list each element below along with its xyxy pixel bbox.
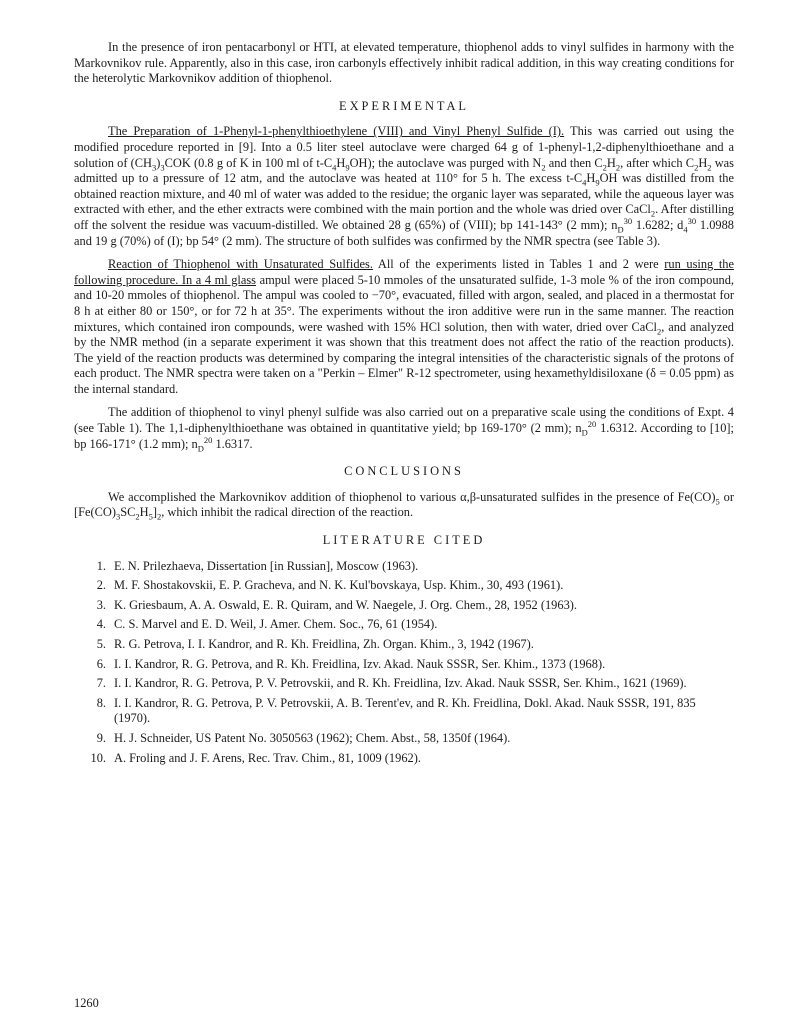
reference-item: 10. A. Froling and J. F. Arens, Rec. Trav. Chim., 81, 1009 (1962). <box>90 750 421 765</box>
page-body <box>74 40 734 770</box>
preparation-title: The Preparation of 1-Phenyl-1-phenylthioethylene (VIII) and Vinyl Phenyl Sulfide (I). <box>108 124 565 139</box>
experimental-heading: EXPERIMENTAL <box>339 98 469 113</box>
reference-item: 3. K. Griesbaum, A. A. Oswald, E. R. Quiram, and W. Naegele, J. Org. Chem., 28, 1952 (1963). <box>96 597 577 612</box>
reference-item: 8. I. I. Kandror, R. G. Petrova, P. V. Petrovskii, A. B. Terent'ev, and R. Kh. Freidlina, Dokl. Akad. Nauk SSSR, 191, 835 (1970). <box>96 695 696 726</box>
preparation-paragraph: The Preparation of 1-Phenyl-1-phenylthioethylene (VIII) and Vinyl Phenyl Sulfide (I). This was carried out using the modified procedure reported in [9]. Into a 0.5 liter steel autoclave were charged 64 g of 1-phenyl-1,2-diphenylthioethane and a solution of $(CH_3)_3COK$ (0.8 g of K in 100 ml of $t-C_4H_9OH$); the autoclave was purged with $N_2$ and then $C_2H_2$, after which $C_2H_2$ was admitted up to a pressure of 12 atm, and the autoclave was heated at 110° for 5 h. The excess $t-C_4H_9OH$ was distilled from the obtained reaction mixture, and 40 ml of water was added to the residue; the organic layer was separated, while the aqueous layer was extracted with ether, and the ether extracts were combined with the main portion and the whole was dried over CaCl$_2$. After distilling off the solvent the residue was vacuum-distilled. We obtained 28 g (65%) of (VIII); bp 141-143° (2 mm); $n_D^{30}$ 1.6282; $d_4^{30}$ 1.0988 and 19 g (70%) of (I); bp 54° (2 mm). The structure of both sulfides was confirmed by the NMR spectra (see Table 3). <box>74 124 735 248</box>
reference-list <box>74 559 734 767</box>
conclusions-paragraph: We accomplished the Markovnikov addition of thiophenol to various α,β-unsaturated sulfides in the presence of $Fe(CO)_5$ or $[Fe(CO)_3SC_2H_5]_2$, which inhibit the radical direction of the reaction. <box>74 489 734 522</box>
reference-item: 9. H. J. Schneider, US Patent No. 3050563 (1962); Chem. Abst., 58, 1350f (1964). <box>96 730 511 745</box>
reference-item: 5. R. G. Petrova, I. I. Kandror, and R. Kh. Freidlina, Zh. Organ. Khim., 3, 1942 (1967). <box>96 637 534 651</box>
reference-item: 7. I. I. Kandror, R. G. Petrova, P. V. Petrovskii, and R. Kh. Freidlina, Izv. Akad. Nauk SSSR, Ser. Khim., 1621 (1969). <box>96 676 687 691</box>
reaction-paragraph: Reaction of Thiophenol with Unsaturated Sulfides. All of the experiments listed in Tables 1 and 2 were run using the following procedure. In a 4 ml glass ampul were placed 5-10 mmoles of the unsaturated sulfide, 1-3 mole % of the iron compound, and 10-20 mmoles of thiophenol. The ampul was cooled to −70°, evacuated, filled with argon, sealed, and placed in a thermostat for 8 h at either 80 or 150°, or for 72 h at 35°. The experiments without the iron additive were run in the same manner. The reaction mixtures, which contained iron compounds, were washed with 15% HCl solution, then with water, dried over CaCl$_2$, and analyzed by the NMR method (in a separate experiment it was shown that this treatment does not affect the ratio of the reaction products). The yield of the reaction products was determined by comparing the integral intensities of the characteristic signals of the protons of each product. The NMR spectra were taken on a "Perkin – Elmer" R-12 spectrometer, using hexamethyldisiloxane (δ = 0.05 ppm) as the internal standard. <box>74 257 735 396</box>
page-number: 1260 <box>74 996 99 1010</box>
literature-heading: LITERATURE CITED <box>322 533 486 548</box>
reference-item: 1. E. N. Prilezhaeva, Dissertation [in Russian], Moscow (1963). <box>96 558 419 573</box>
reference-item: 2. M. F. Shostakovskii, E. P. Gracheva, and N. K. Kul'bovskaya, Usp. Khim., 30, 493 (1961). <box>96 578 564 593</box>
reference-item: 4. C. S. Marvel and E. D. Weil, J. Amer. Chem. Soc., 76, 61 (1954). <box>96 617 438 632</box>
reaction-title: Reaction of Thiophenol with Unsaturated Sulfides. <box>108 257 373 272</box>
reference-item: 6. I. I. Kandror, R. G. Petrova, and R. Kh. Freidlina, Izv. Akad. Nauk SSSR, Ser. Khim., 1373 (1968). <box>96 656 606 671</box>
preparative-paragraph: The addition of thiophenol to vinyl phenyl sulfide was also carried out on a preparative scale using the conditions of Expt. 4 (see Table 1). The 1,1-diphenylthioethane was obtained in quantitative yield; bp 169-170° (2 mm); $n_D^{20}$ 1.6312. According to [10]; bp 166-171° (1.2 mm); $n_D^{20}$ 1.6317. <box>74 405 734 454</box>
intro-paragraph: In the presence of iron pentacarbonyl or HTI, at elevated temperature, thiophenol adds to vinyl sulfides in harmony with the Markovnikov rule. Apparently, also in this case, iron carbonyls effectively inhibit radical addition, in this way creating conditions for the heterolytic Markovnikov addition of thiophenol. <box>74 40 734 86</box>
conclusions-heading: CONCLUSIONS <box>344 464 464 479</box>
